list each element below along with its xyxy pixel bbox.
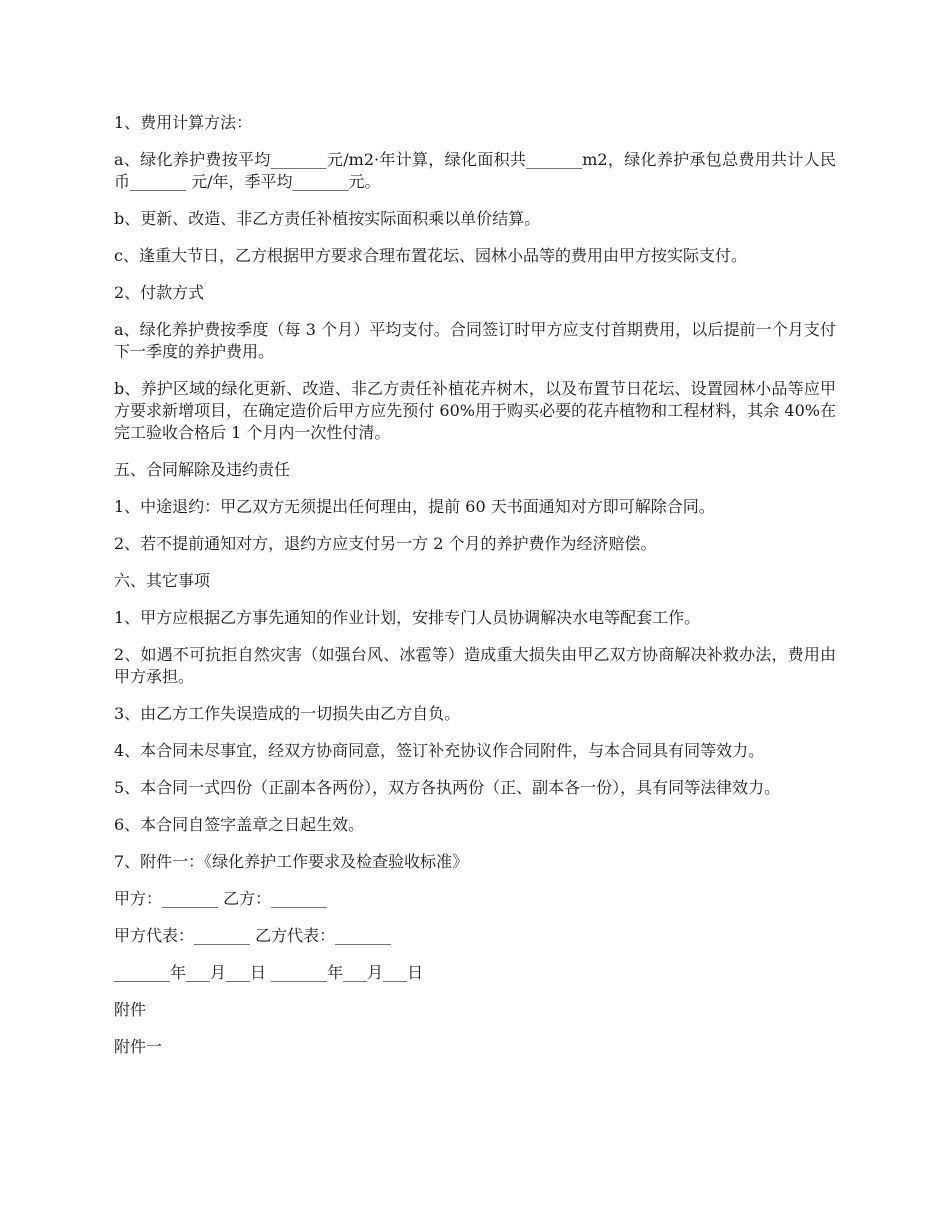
clause-termination-2: 2、若不提前通知对方，退约方应支付另一方 2 个月的养护费作为经济赔偿。 [114,534,657,553]
signature-representatives: 甲方代表：_______ 乙方代表：_______ [114,926,392,945]
clause-other-7: 7、附件一：《绿化养护工作要求及检查验收标准》 [114,852,469,871]
clause-fee-c: c、逢重大节日，乙方根据甲方要求合理布置花坛、园林小品等的费用由甲方按实际支付。 [114,246,747,265]
section-heading-payment: 2、付款方式 [114,283,205,302]
clause-other-1: 1、甲方应根据乙方事先通知的作业计划，安排专门人员协调解决水电等配套工作。 [114,608,701,627]
clause-payment-a: a、绿化养护费按季度（每 3 个月）平均支付。合同签订时甲方应支付首期费用，以后提前一个月支付下一季度的养护费用。 [114,320,836,361]
section-heading-fee-calculation: 1、费用计算方法： [114,113,253,132]
clause-fee-b: b、更新、改造、非乙方责任补植按实际面积乘以单价结算。 [114,209,541,228]
clause-other-3: 3、由乙方工作失误造成的一切损失由乙方自负。 [114,704,461,723]
clause-other-2: 2、如遇不可抗拒自然灾害（如强台风、冰雹等）造成重大损失由甲乙双方协商解决补救办法，费用由甲方承担。 [114,645,836,686]
clause-payment-b: b、养护区域的绿化更新、改造、非乙方责任补植花卉树木，以及布置节日花坛、设置园林小品等应甲方要求新增项目，在确定造价后甲方应先预付 60%用于购买必要的花卉植物和工程材料，其余 40%在完工验收合格后 1 个月内一次性付清。 [114,379,836,442]
signature-parties: 甲方：_______ 乙方：_______ [114,889,328,908]
attachment-one-heading: 附件一 [114,1037,163,1056]
clause-other-6: 6、本合同自签字盖章之日起生效。 [114,815,365,834]
clause-other-4: 4、本合同未尽事宜，经双方协商同意，签订补充协议作合同附件，与本合同具有同等效力。 [114,741,765,760]
section-heading-termination: 五、合同解除及违约责任 [114,460,291,479]
document-page [114,112,836,1073]
attachment-heading: 附件 [114,1000,147,1019]
clause-fee-a: a、绿化养护费按平均_______元/m2·年计算，绿化面积共_______m2，绿化养护承包总费用共计人民币_______ 元/年，季平均_______元。 [114,150,836,191]
section-heading-other: 六、其它事项 [114,571,211,590]
signature-dates: _______年___月___日 _______年___月___日 [114,963,424,982]
clause-termination-1: 1、中途退约：甲乙双方无须提出任何理由，提前 60 天书面通知对方即可解除合同。 [114,497,715,516]
clause-other-5: 5、本合同一式四份（正副本各两份），双方各执两份（正、副本各一份），具有同等法律效力。 [114,778,781,797]
